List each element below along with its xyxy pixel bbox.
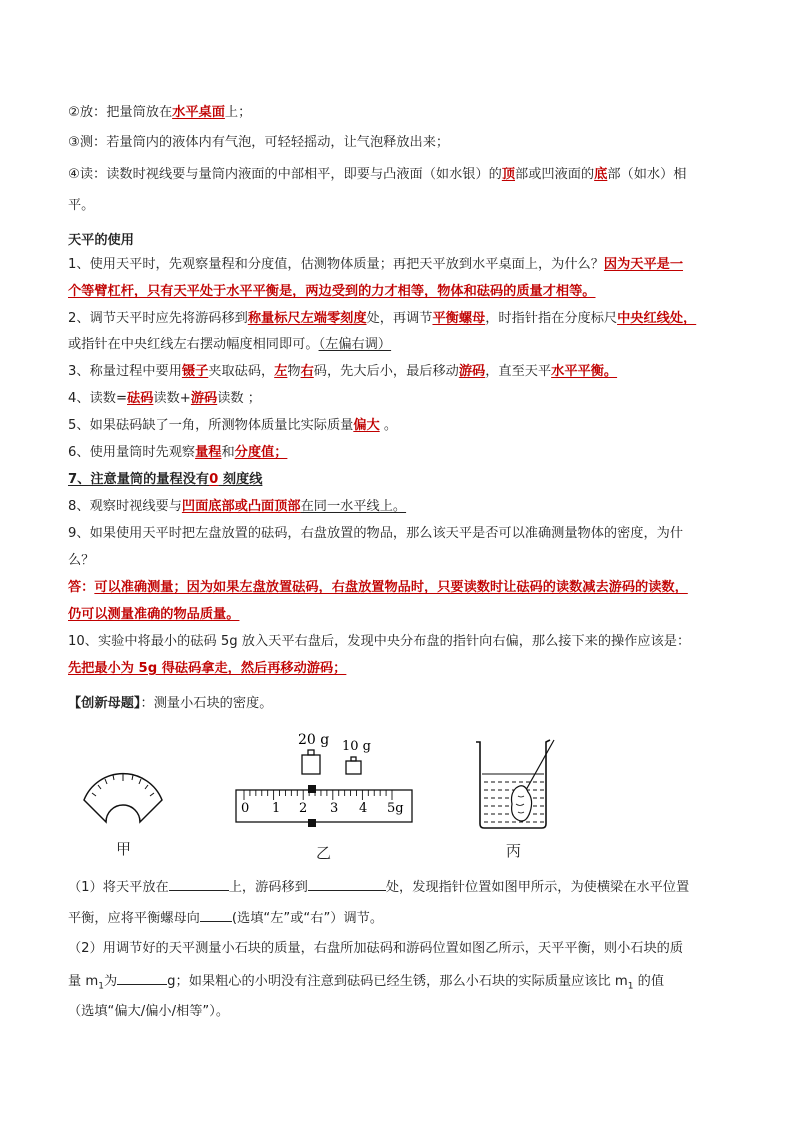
answer-prefix: 答： <box>68 580 95 595</box>
text-line <box>68 336 391 354</box>
weight-20g-label: 20 g <box>298 732 330 748</box>
text: 为 <box>103 974 118 989</box>
text: g；如果粗心的小明没有注意到砝码已经生锈，那么小石块的实际质量应该比 m <box>167 974 628 989</box>
figure-label-jia: 甲 <box>116 840 132 858</box>
text-line: 10、实验中将最小的砝码 5g 放入天平右盘后，发现中央分布盘的指针向右偏，那么接下来的操作应该是： <box>68 634 691 649</box>
answer-text: 中央红线处， <box>617 311 697 326</box>
text-line: ③测：若量筒内的液体内有气泡，可轻轻摇动，让气泡释放出来； <box>68 135 450 150</box>
text: 码，先大后小，最后移动 <box>313 364 459 379</box>
text-line: 平。 <box>68 198 95 213</box>
text: 或指针在中央红线左右摆动幅度相同即可。 <box>68 337 319 352</box>
text: ：测量小石块的密度。 <box>140 696 273 711</box>
text: 读数+ <box>153 391 191 406</box>
answer-text: 游码 <box>190 391 218 406</box>
text-line <box>68 695 272 713</box>
answer-text: 偏大 <box>353 418 380 433</box>
ruler-body <box>236 790 412 822</box>
blank-field[interactable] <box>200 908 232 922</box>
blank-field[interactable] <box>117 971 167 985</box>
text: 7、注意量筒的量程没有 <box>68 472 210 487</box>
answer-line: 个等臂杠杆，只有天平处于水平平衡是，两边受到的力才相等，物体和砝码的质量才相等。 <box>68 284 596 299</box>
weight-10g <box>346 757 361 774</box>
text: 读数 ； <box>217 391 261 406</box>
text: 处，发现指针位置如图甲所示，为使横梁在水平位置 <box>385 880 690 895</box>
stone <box>512 786 532 821</box>
answer-text: 可以准确测量；因为如果左盘放置砝码，右盘放置物品时，只要读数时让砝码的读数减去游码的读数， <box>94 580 688 595</box>
text: 部或凹液面的 <box>515 167 595 182</box>
answer-text: 游码 <box>458 364 486 379</box>
ruler-tick-label: 1 <box>272 801 281 816</box>
text-line <box>68 390 261 408</box>
text: 的值 <box>633 974 665 989</box>
text-line <box>68 471 262 489</box>
text: ，直至天平 <box>485 364 552 379</box>
text: （左偏右调） <box>318 337 392 352</box>
ruler-numbers <box>241 801 404 816</box>
tag-label: 【创新母题】 <box>68 696 141 711</box>
text: 。 <box>379 418 398 433</box>
text-line <box>68 444 287 462</box>
text-line: 么？ <box>68 553 95 568</box>
text: 8、观察时视线要与 <box>68 499 182 514</box>
rider-top <box>308 785 316 793</box>
text: 平衡，应将平衡螺母向 <box>68 911 200 926</box>
text-line <box>68 908 383 928</box>
answer-text: 分度值； <box>234 445 288 460</box>
text: 6、使用量筒时先观察 <box>68 445 196 460</box>
text: (选填“左”或“右”）调节。 <box>231 911 384 926</box>
text: 夹取砝码， <box>208 364 275 379</box>
blank-field[interactable] <box>308 877 386 891</box>
text: 物 <box>287 364 301 379</box>
balance-ruler-figure <box>232 728 420 832</box>
text-line <box>68 877 689 897</box>
blank-field[interactable] <box>169 877 229 891</box>
text-line <box>68 166 686 184</box>
ruler-tick-label: 3 <box>330 801 339 816</box>
answer-text: 左 <box>274 364 288 379</box>
text: 和 <box>221 445 235 460</box>
figure-label-yi: 乙 <box>316 844 332 862</box>
figure-label-bing: 丙 <box>506 842 522 860</box>
ruler-tick-label: 0 <box>241 801 250 816</box>
subscript: 1 <box>627 981 634 992</box>
text-line <box>68 971 664 996</box>
text-line <box>68 417 397 435</box>
text: 1、使用天平时，先观察量程和分度值，估测物体质量；再把天平放到水平桌面上，为什么？ <box>68 257 604 272</box>
text: 上； <box>224 105 252 120</box>
text: 处，再调节 <box>366 311 433 326</box>
subscript: 1 <box>98 981 104 992</box>
text-line: 9、如果使用天平时把左盘放置的砝码，右盘放置的物品，那么该天平是否可以准确测量物体的密度，为什 <box>68 526 684 541</box>
answer-text: 水平平衡。 <box>551 364 618 379</box>
ruler-ticks <box>244 790 392 800</box>
answer-line: 先把最小为 5g 得砝码拿走，然后再移动游码； <box>68 661 347 676</box>
text: 3、称量过程中要用 <box>68 364 182 379</box>
weight-10g-label: 10 g <box>342 739 371 754</box>
text-line: （2）用调节好的天平测量小石块的质量，右盘所加砝码和游码位置如图乙所示，天平平衡，则小石块的质 <box>68 941 684 956</box>
answer-text: 右 <box>300 364 314 379</box>
answer-text: 水平桌面 <box>172 105 225 120</box>
answer-text: 因为天平是一 <box>603 257 684 272</box>
answer-text: 镊子 <box>181 364 209 379</box>
text: 部（如水）相 <box>607 167 687 182</box>
weight-20g <box>302 750 320 774</box>
text-line <box>68 310 696 328</box>
text-line <box>68 498 406 516</box>
text: 在同一水平线上。 <box>300 499 407 514</box>
text: 2、调节天平时应先将游码移到 <box>68 311 248 326</box>
ruler-tick-label: 2 <box>299 801 308 816</box>
section-heading: 天平的使用 <box>68 233 134 248</box>
answer-text: 量程 <box>195 445 222 460</box>
text: ，时指针指在分度标尺 <box>485 311 618 326</box>
text: 量 m <box>68 974 99 989</box>
text-line <box>68 104 251 122</box>
dial-figure <box>78 760 168 830</box>
text-line <box>68 363 617 381</box>
answer-text: 称量标尺左端零刻度 <box>247 311 367 326</box>
text: ②放：把量筒放在 <box>68 105 173 120</box>
answer-text: 底 <box>594 167 608 182</box>
text: 5、如果砝码缺了一角，所测物体质量比实际质量 <box>68 418 354 433</box>
beaker-figure <box>472 736 562 832</box>
answer-text: 平衡螺母 <box>432 311 486 326</box>
ruler-tick-label: 5g <box>387 801 404 816</box>
ruler-tick-label: 4 <box>359 801 368 816</box>
answer-line: 仍可以测量准确的物品质量。 <box>68 607 240 622</box>
text-line <box>68 256 683 274</box>
text: ④读：读数时视线要与量筒内液面的中部相平，即要与凸液面（如水银）的 <box>68 167 502 182</box>
answer-text: 0 <box>209 472 219 487</box>
text-line: （选填“偏大/偏小/相等”）。 <box>68 1004 230 1019</box>
answer-text: 凹面底部或凸面顶部 <box>181 499 301 514</box>
text-line <box>68 579 688 597</box>
answer-text: 顶 <box>501 167 516 182</box>
text: （1）将天平放在 <box>68 880 169 895</box>
text: 4、读数= <box>68 391 128 406</box>
answer-text: 砝码 <box>127 391 154 406</box>
rider-bottom <box>308 819 316 827</box>
text: 刻度线 <box>218 472 263 487</box>
dial-ticks <box>92 773 154 796</box>
text: 上，游码移到 <box>228 880 308 895</box>
